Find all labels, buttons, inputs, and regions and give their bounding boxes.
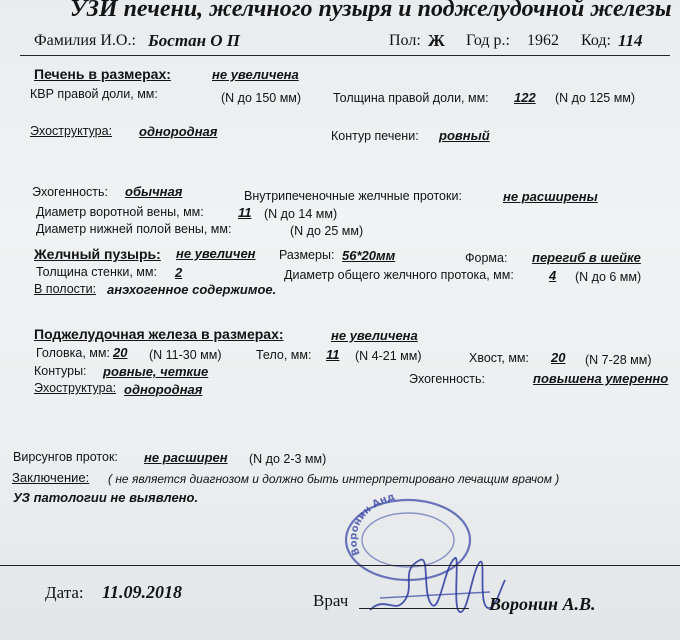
wirsung-label: Вирсунгов проток: xyxy=(13,450,118,464)
liver-contour-label: Контур печени: xyxy=(331,129,419,143)
pancreas-head-value: 20 xyxy=(113,345,128,360)
kvr-label: КВР правой доли, мм: xyxy=(30,87,158,101)
liver-echogenicity-value: обычная xyxy=(125,184,183,199)
pancreas-tail-label: Хвост, мм: xyxy=(469,351,529,365)
birth-year-value: 1962 xyxy=(527,32,559,49)
intrahepatic-ducts-label: Внутрипеченочные желчные протоки: xyxy=(244,189,462,203)
pancreas-head-norm: (N 11-30 мм) xyxy=(149,348,222,362)
pancreas-echostructure-value: однородная xyxy=(124,382,203,397)
pancreas-head-label: Головка, мм: xyxy=(36,346,110,360)
pancreas-echostructure-label: Эхоструктура: xyxy=(34,381,117,395)
pancreas-tail-norm: (N 7-28 мм) xyxy=(585,353,652,367)
pancreas-contours-value: ровные, четкие xyxy=(103,364,209,379)
code-label: Код: xyxy=(581,32,611,49)
cbd-norm: (N до 6 мм) xyxy=(575,270,642,284)
cavity-label: В полости: xyxy=(34,282,97,296)
gallbladder-shape-label: Форма: xyxy=(465,251,508,265)
sex-value: Ж xyxy=(428,31,445,50)
conclusion-disclaimer: ( не является диагнозом и должно быть интерпретировано лечащим врачом ) xyxy=(108,472,560,486)
wirsung-norm: (N до 2-3 мм) xyxy=(249,452,327,466)
code-value: 114 xyxy=(618,31,643,50)
pancreas-echogenicity-label: Эхогенность: xyxy=(409,372,486,386)
pancreas-body-value: 11 xyxy=(326,347,340,362)
liver-contour-value: ровный xyxy=(439,128,490,143)
liver-section-title: Печень в размерах: xyxy=(34,66,171,82)
gallbladder-dims-label: Размеры: xyxy=(279,248,335,262)
gallbladder-dims-value: 56*20мм xyxy=(342,248,396,263)
intrahepatic-ducts-value: не расширены xyxy=(503,189,598,204)
kvr-norm: (N до 150 мм) xyxy=(221,91,302,105)
signature-underline xyxy=(380,592,490,598)
date-value: 11.09.2018 xyxy=(102,582,183,602)
birth-year-label: Год р.: xyxy=(466,32,510,49)
thickness-label: Толщина правой доли, мм: xyxy=(333,91,489,105)
pancreas-size-value: не увеличена xyxy=(331,328,418,343)
thickness-norm: (N до 125 мм) xyxy=(555,91,636,105)
conclusion-label: Заключение: xyxy=(12,470,90,485)
liver-size-value: не увеличена xyxy=(212,67,299,82)
cavity-value: анэхогенное содержимое. xyxy=(107,282,277,297)
signature-icon xyxy=(360,540,510,630)
conclusion-text: УЗ патологии не выявлено. xyxy=(13,490,199,505)
pancreas-echogenicity-value: повышена умеренно xyxy=(533,371,669,386)
name-label: Фамилия И.О.: xyxy=(34,32,136,49)
pancreas-contours-label: Контуры: xyxy=(34,364,87,378)
liver-echostructure-value: однородная xyxy=(139,124,218,139)
portal-vein-value: 11 xyxy=(238,205,252,220)
ivc-norm: (N до 25 мм) xyxy=(290,224,364,238)
signature-line xyxy=(359,608,469,609)
stamp-text: Воронин Анд xyxy=(348,491,397,557)
header-divider xyxy=(20,55,670,56)
gallbladder-section-title: Желчный пузырь: xyxy=(34,246,161,262)
pancreas-tail-value: 20 xyxy=(551,350,566,365)
thickness-value: 122 xyxy=(514,90,536,105)
wall-thickness-label: Толщина стенки, мм: xyxy=(36,265,157,279)
liver-echogenicity-label: Эхогенность: xyxy=(32,185,109,199)
doctor-name: Воронин А.В. xyxy=(489,594,596,614)
doctor-label: Врач xyxy=(313,591,349,610)
wirsung-value: не расширен xyxy=(144,450,228,465)
pancreas-section-title: Поджелудочная железа в размерах: xyxy=(34,326,284,342)
portal-vein-norm: (N до 14 мм) xyxy=(264,207,338,221)
pancreas-body-norm: (N 4-21 мм) xyxy=(355,349,422,363)
document-title: УЗИ печени, желчного пузыря и поджелудочной железы xyxy=(70,0,672,22)
patient-name: Бостан О П xyxy=(148,31,241,50)
cbd-value: 4 xyxy=(549,268,557,283)
sex-label: Пол: xyxy=(389,32,421,49)
gallbladder-shape-value: перегиб в шейке xyxy=(532,250,641,265)
footer-divider xyxy=(0,565,680,566)
ivc-label: Диаметр нижней полой вены, мм: xyxy=(36,222,232,236)
liver-echostructure-label: Эхоструктура: xyxy=(30,124,113,138)
portal-vein-label: Диаметр воротной вены, мм: xyxy=(36,205,204,219)
cbd-label: Диаметр общего желчного протока, мм: xyxy=(284,268,514,282)
date-label: Дата: xyxy=(45,583,84,602)
gallbladder-size-value: не увеличен xyxy=(176,246,256,261)
pancreas-body-label: Тело, мм: xyxy=(256,348,312,362)
wall-thickness-value: 2 xyxy=(175,265,183,280)
